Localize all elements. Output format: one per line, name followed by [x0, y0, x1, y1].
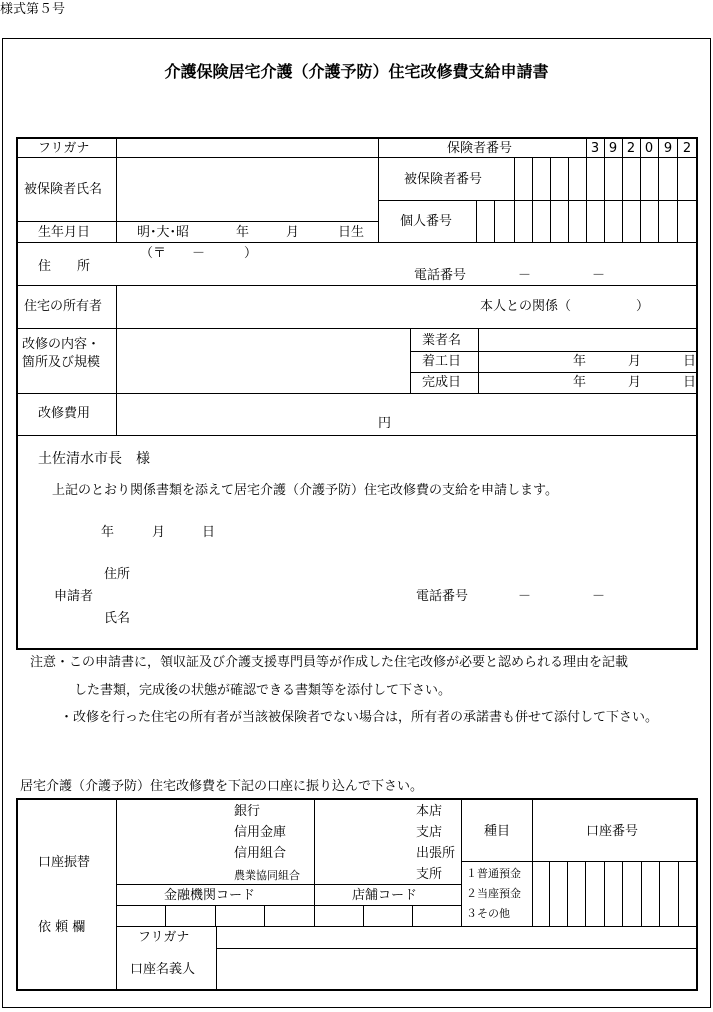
insured-no-label: 被保険者番号	[404, 172, 483, 187]
start-day-unit: 日	[683, 354, 697, 369]
holder-furigana-label: フリガナ	[138, 930, 190, 945]
tel-dash: －	[518, 268, 532, 283]
insurer-no-digit: 9	[663, 141, 673, 156]
furigana-label: フリガナ	[38, 141, 90, 156]
birth-day-unit: 日生	[338, 225, 365, 240]
yen-unit: 円	[378, 416, 392, 431]
insurer-no-digit: 0	[644, 141, 654, 156]
address-label: 住 所	[38, 259, 91, 274]
start-month-unit: 月	[628, 354, 642, 369]
inst-code-field[interactable]	[117, 906, 313, 925]
birth-date-label: 生年月日	[38, 225, 91, 240]
note-line: 注意・この申請書に，領収証及び介護支援専門員等が作成した住宅改修が必要と認められる理由を記載	[30, 655, 629, 670]
application-year-unit: 年	[101, 525, 115, 540]
holder-label: 口座名義人	[130, 962, 196, 977]
cost-field[interactable]	[117, 394, 697, 434]
contractor-field[interactable]	[479, 329, 697, 350]
applicant-address-label: 住所	[104, 567, 131, 582]
branch-code-label: 店舗コード	[352, 888, 418, 903]
note-line: した書類，完成後の状態が確認できる書類等を添付して下さい。	[74, 683, 452, 698]
kind-option[interactable]: ２当座預金	[466, 887, 521, 900]
applicant-tel-label: 電話番号	[416, 589, 469, 604]
end-month-unit: 月	[628, 375, 642, 390]
work-label: 改修の内容・	[22, 337, 101, 352]
insurer-no-digit: 2	[626, 141, 636, 156]
tel-dash: －	[592, 268, 606, 283]
work-content-field[interactable]	[117, 329, 409, 392]
branch-type: 出張所	[416, 846, 456, 861]
work-label-2: 箇所及び規模	[22, 355, 101, 370]
end-year-unit: 年	[573, 375, 587, 390]
postal-code: （〒 － ）	[140, 246, 258, 261]
birth-era: 明･大･昭	[137, 225, 190, 240]
applicant-tel-dash: －	[518, 589, 532, 604]
addressee: 土佐清水市長 様	[38, 451, 150, 467]
account-no-field[interactable]	[533, 862, 697, 925]
owner-label: 住宅の所有者	[24, 299, 103, 314]
end-day-unit: 日	[683, 375, 697, 390]
inst-code-label: 金融機関コード	[164, 888, 256, 903]
inst-type: 銀行	[234, 804, 261, 819]
inst-type: 農業協同組合	[234, 869, 300, 882]
insured-name-label: 被保険者氏名	[24, 182, 103, 197]
furigana-field[interactable]	[117, 138, 377, 156]
start-year-unit: 年	[573, 354, 587, 369]
branch-code-field[interactable]	[315, 906, 460, 925]
insurer-no-digit: 9	[608, 141, 618, 156]
bank-instruction: 居宅介護（介護予防）住宅改修費を下記の口座に振り込んで下さい。	[20, 779, 424, 794]
address-field[interactable]	[117, 243, 697, 284]
applicant-tel-dash: －	[592, 589, 606, 604]
kind-option[interactable]: ３その他	[466, 907, 510, 920]
birth-year-unit: 年	[236, 225, 250, 240]
inst-type: 信用組合	[234, 846, 287, 861]
cost-label: 改修費用	[38, 406, 91, 421]
branch-type: 本店	[416, 804, 443, 819]
kind-label: 種目	[484, 824, 511, 839]
request-label: 依 頼 欄	[38, 920, 86, 935]
start-date-label: 着工日	[422, 354, 462, 369]
tel-label: 電話番号	[414, 268, 467, 283]
insurer-no-label: 保険者番号	[447, 141, 513, 156]
inst-type: 信用金庫	[234, 825, 287, 840]
insured-name-field[interactable]	[117, 158, 377, 220]
application-statement: 上記のとおり関係書類を添えて居宅介護（介護予防）住宅改修費の支給を申請します。	[52, 483, 558, 498]
contractor-label: 業者名	[422, 333, 462, 348]
form-number: 様式第５号	[0, 2, 66, 17]
account-no-label: 口座番号	[586, 824, 639, 839]
applicant-name-label: 氏名	[104, 611, 131, 626]
end-date-label: 完成日	[422, 375, 462, 390]
insurer-no-digit: 3	[590, 141, 600, 156]
holder-furigana-field[interactable]	[217, 927, 697, 947]
branch-type: 支所	[416, 867, 443, 882]
note-line: ・改修を行った住宅の所有者が当該被保険者でない場合は，所有者の承諾書も併せて添付して下さい。	[60, 710, 659, 725]
branch-type: 支店	[416, 825, 443, 840]
insurer-no-digit: 2	[682, 141, 692, 156]
holder-name-field[interactable]	[217, 949, 697, 990]
owner-field[interactable]	[117, 286, 477, 327]
form-title: 介護保険居宅介護（介護予防）住宅改修費支給申請書	[164, 62, 549, 81]
personal-no-label: 個人番号	[400, 214, 453, 229]
relation-label: 本人との関係（ ）	[480, 299, 650, 314]
application-month-unit: 月	[152, 525, 166, 540]
application-day-unit: 日	[202, 525, 216, 540]
transfer-label: 口座振替	[38, 855, 91, 870]
kind-option[interactable]: １普通預金	[466, 867, 521, 880]
birth-month-unit: 月	[286, 225, 300, 240]
applicant-label: 申請者	[54, 589, 94, 604]
